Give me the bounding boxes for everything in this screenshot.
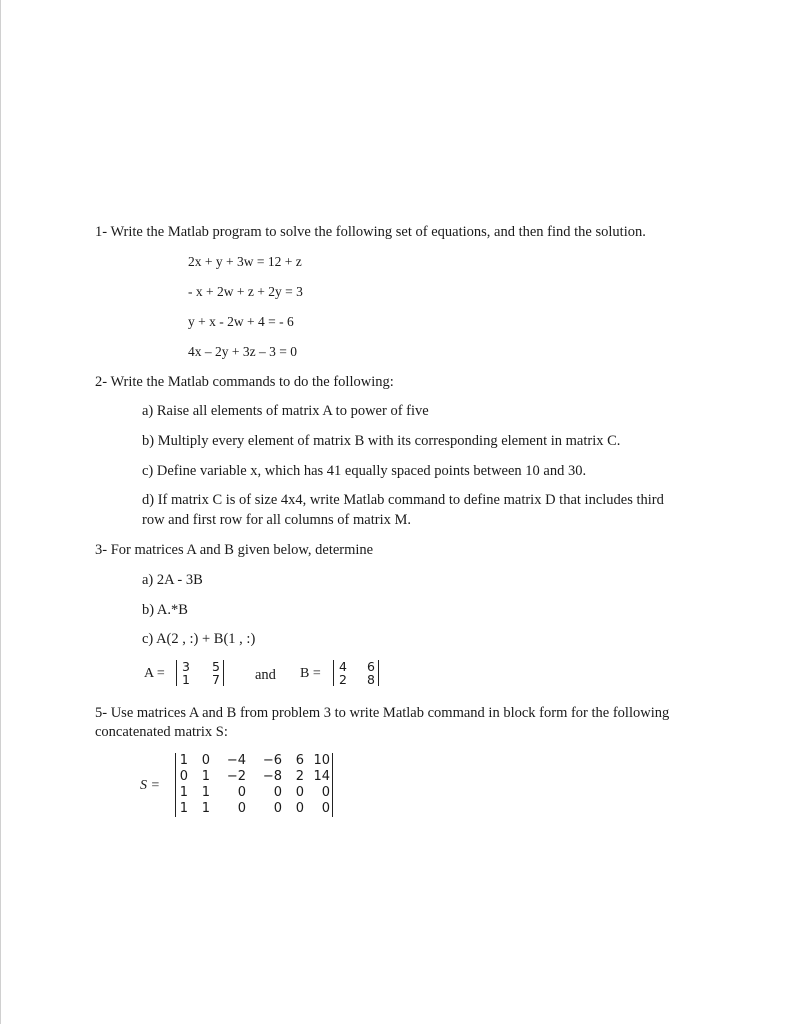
matrix-s-cell: 1	[201, 801, 210, 816]
matrix-s-cell: 1	[201, 769, 210, 784]
q5-title-line2: concatenated matrix S:	[95, 724, 228, 740]
matrix-s-cell: 0	[179, 769, 188, 784]
q1-title: 1- Write the Matlab program to solve the following set of equations, and then find the solution.	[95, 224, 646, 240]
matrix-s-cell: 6	[295, 753, 304, 768]
page-edge	[0, 0, 1, 1024]
matrix-s	[175, 753, 333, 817]
q2-item-a: a) Raise all elements of matrix A to power of five	[142, 403, 429, 419]
and-text: and	[255, 667, 276, 683]
matrix-a-cell: 1	[182, 672, 190, 687]
matrix-s-cell: 1	[179, 785, 188, 800]
matrix-s-cell: 0	[237, 801, 246, 816]
matrix-s-cell: 0	[295, 801, 304, 816]
q1-equation-4: 4x – 2y + 3z – 3 = 0	[188, 344, 297, 359]
q1-equation-3: y + x - 2w + 4 = - 6	[188, 314, 294, 329]
matrix-s-cell: 0	[237, 785, 246, 800]
matrix-b-cell: 2	[339, 672, 347, 687]
matrix-s-cell: −2	[226, 769, 246, 784]
q3-item-c: c) A(2 , :) + B(1 , :)	[142, 631, 256, 647]
q2-title: 2- Write the Matlab commands to do the following:	[95, 374, 394, 390]
matrix-s-cell: 0	[273, 785, 282, 800]
q5-title-line1: 5- Use matrices A and B from problem 3 to write Matlab command in block form for the following	[95, 705, 670, 721]
matrix-b-label: B =	[300, 666, 321, 681]
matrix-s-cell: 1	[179, 801, 188, 816]
matrix-s-cell: 2	[295, 769, 304, 784]
matrix-a-label: A =	[144, 666, 165, 681]
matrix-s-cell: 10	[313, 753, 330, 768]
matrix-a	[176, 660, 224, 686]
q1-equation-1: 2x + y + 3w = 12 + z	[188, 254, 302, 269]
q1-equation-2: - x + 2w + z + 2y = 3	[188, 284, 303, 299]
q3-item-b: b) A.*B	[142, 602, 188, 618]
matrix-s-cell: 0	[201, 753, 210, 768]
matrix-s-cell: −8	[262, 769, 282, 784]
matrix-a-cell: 7	[212, 672, 220, 687]
matrix-b-cell: 8	[367, 672, 375, 687]
matrix-s-cell: −4	[226, 753, 246, 768]
matrix-s-cell: 1	[201, 785, 210, 800]
matrix-s-cell: −6	[262, 753, 282, 768]
matrix-s-cell: 1	[179, 753, 188, 768]
q2-item-b: b) Multiply every element of matrix B with its corresponding element in matrix C.	[142, 433, 621, 449]
matrix-s-label: S =	[140, 778, 160, 793]
matrix-a-cell: 3	[182, 659, 190, 674]
matrix-b-cell: 6	[367, 659, 375, 674]
q3-item-a: a) 2A - 3B	[142, 572, 203, 588]
matrix-s-cell: 0	[321, 785, 330, 800]
q2-item-c: c) Define variable x, which has 41 equally spaced points between 10 and 30.	[142, 463, 587, 479]
matrix-b	[333, 660, 379, 686]
matrix-s-cell: 0	[273, 801, 282, 816]
matrix-s-cell: 0	[321, 801, 330, 816]
matrix-a-cell: 5	[212, 659, 220, 674]
q2-item-d-cont: row and first row for all columns of matrix M.	[142, 512, 412, 528]
q3-title: 3- For matrices A and B given below, determine	[95, 542, 374, 558]
matrix-s-cell: 0	[295, 785, 304, 800]
q2-item-d: d) If matrix C is of size 4x4, write Matlab command to define matrix D that includes third	[142, 492, 664, 508]
matrix-s-cell: 14	[313, 769, 330, 784]
matrix-b-cell: 4	[339, 659, 347, 674]
